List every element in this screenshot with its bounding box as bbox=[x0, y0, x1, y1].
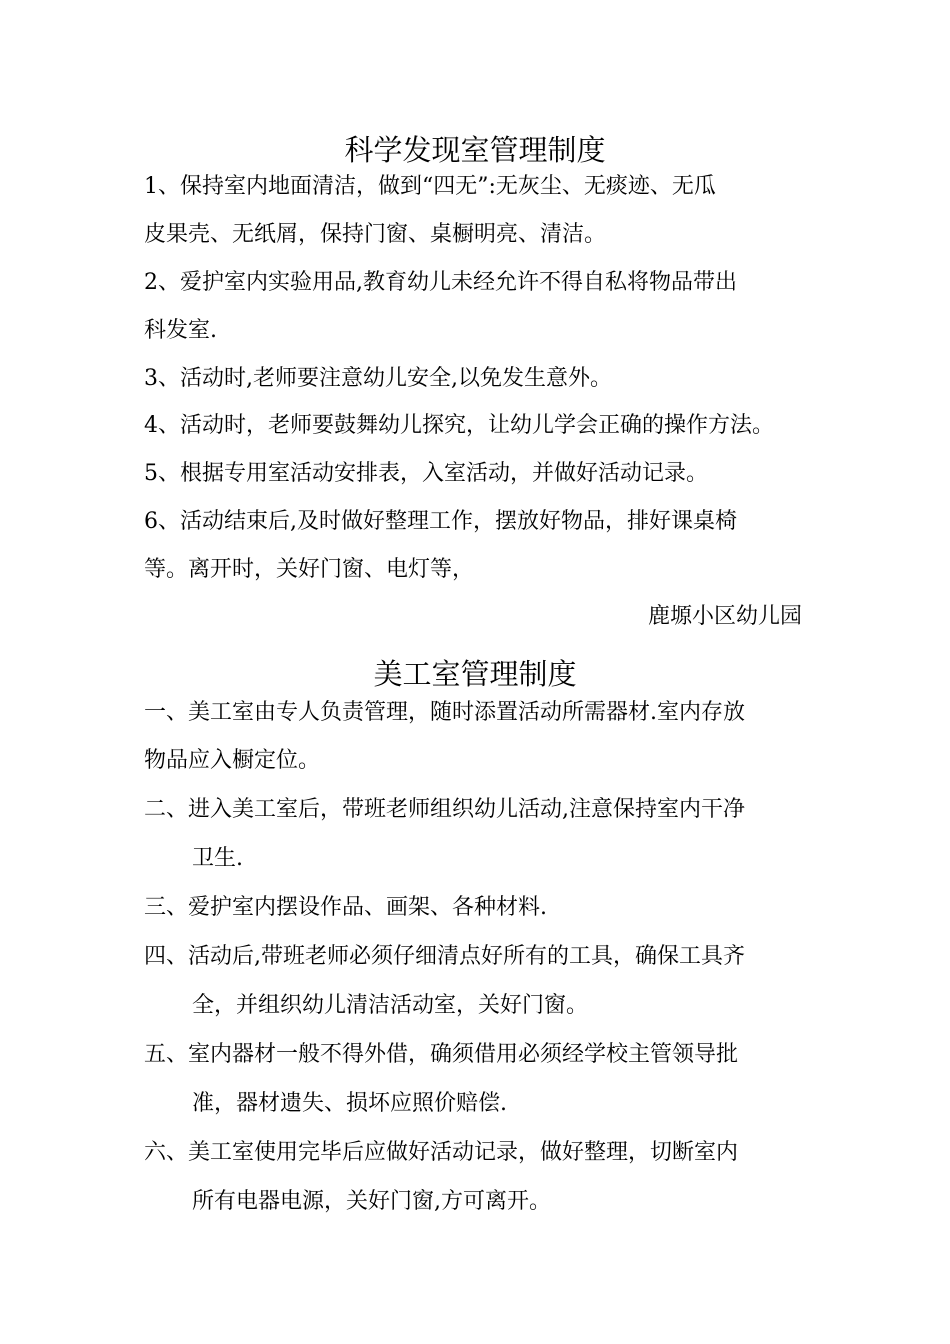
science-rule-line-7: 5、根据专用室活动安排表，入室活动，并做好活动记录。 bbox=[144, 461, 708, 486]
art-rule-line-6: 四、活动后,带班老师必须仔细清点好所有的工具，确保工具齐 bbox=[144, 944, 745, 969]
art-rule-line-4: 卫生. bbox=[192, 846, 243, 871]
science-room-title: 科学发现室管理制度 bbox=[344, 133, 606, 167]
art-rule-line-8: 五、室内器材一般不得外借，确须借用必须经学校主管领导批 bbox=[144, 1042, 739, 1067]
science-rule-line-5: 3、活动时,老师要注意幼儿安全,以免发生意外。 bbox=[144, 366, 612, 391]
science-rule-line-8: 6、活动结束后,及时做好整理工作，摆放好物品，排好课桌椅 bbox=[144, 509, 737, 534]
science-rule-line-9: 等。离开时，关好门窗、电灯等， bbox=[144, 557, 475, 582]
art-room-title: 美工室管理制度 bbox=[373, 657, 577, 691]
science-rule-line-2: 皮果壳、无纸屑，保持门窗、桌橱明亮、清洁。 bbox=[144, 222, 607, 247]
science-rule-line-3: 2、爱护室内实验用品,教育幼儿未经允许不得自私将物品带出 bbox=[144, 270, 737, 295]
science-rule-line-4: 科发室. bbox=[144, 318, 217, 343]
art-rule-line-2: 物品应入橱定位。 bbox=[144, 748, 321, 773]
art-rule-line-3: 二、进入美工室后，带班老师组织幼儿活动,注意保持室内干净 bbox=[144, 797, 745, 822]
science-rule-line-1: 1、保持室内地面清洁，做到“四无”:无灰尘、无痰迹、无瓜 bbox=[144, 174, 716, 199]
art-rule-line-10: 六、美工室使用完毕后应做好活动记录，做好整理，切断室内 bbox=[144, 1140, 739, 1165]
science-rule-line-6: 4、活动时，老师要鼓舞幼儿探究，让幼儿学会正确的操作方法。 bbox=[144, 413, 774, 438]
art-rule-line-11: 所有电器电源，关好门窗,方可离开。 bbox=[192, 1189, 551, 1214]
art-rule-line-5: 三、爱护室内摆设作品、画架、各种材料. bbox=[144, 895, 547, 920]
signature-kindergarten: 鹿塬小区幼儿园 bbox=[647, 604, 802, 629]
art-rule-line-9: 准，器材遗失、损坏应照价赔偿. bbox=[192, 1091, 507, 1116]
art-rule-line-1: 一、美工室由专人负责管理，随时添置活动所需器材.室内存放 bbox=[144, 700, 745, 725]
art-rule-line-7: 全，并组织幼儿清洁活动室，关好门窗。 bbox=[192, 993, 589, 1018]
